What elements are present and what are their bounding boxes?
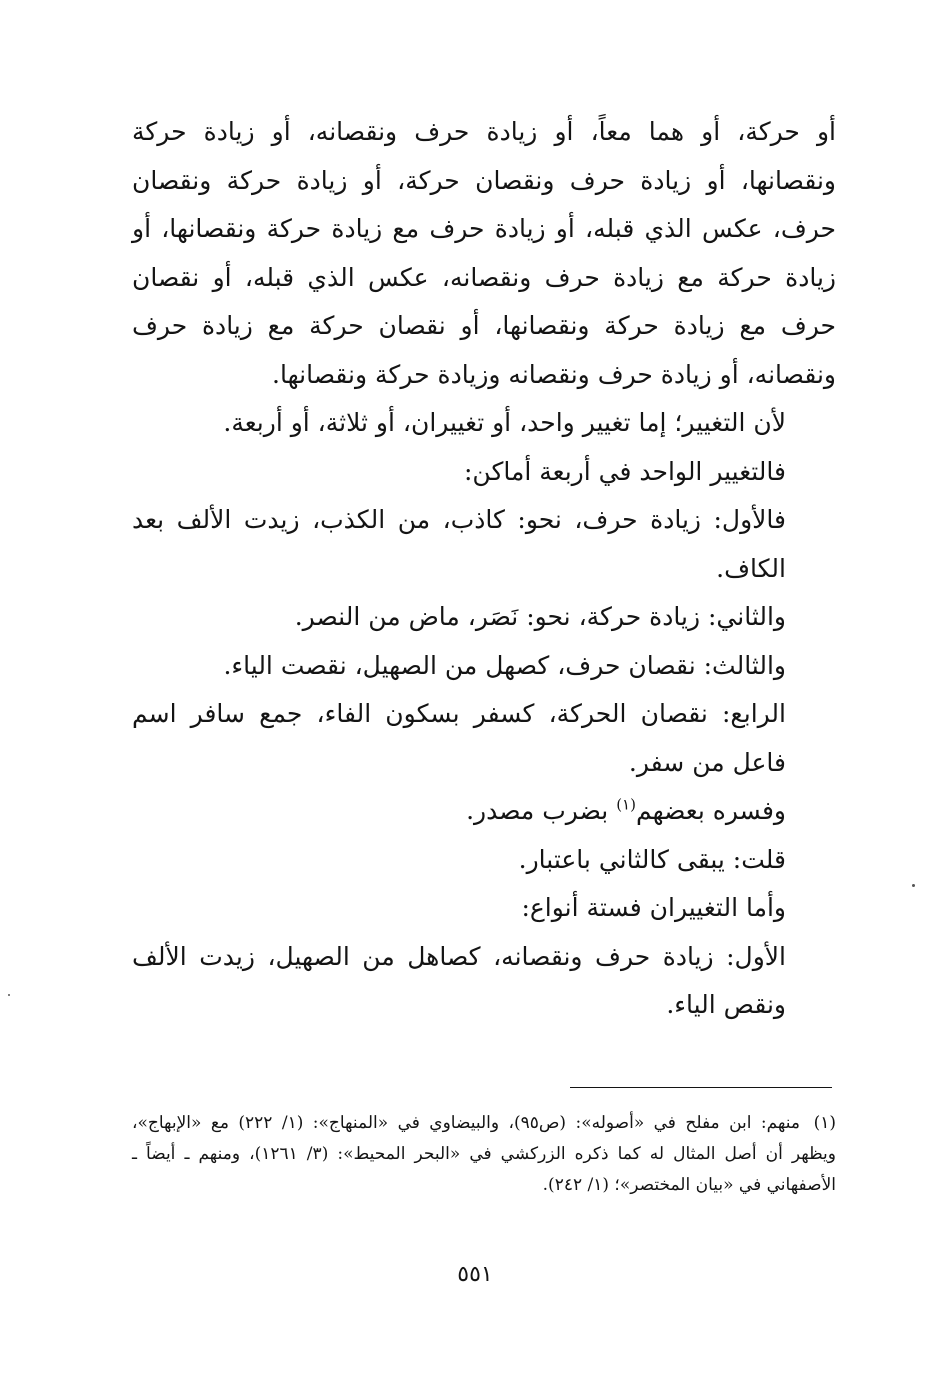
paragraph-4: فالأول: زيادة حرف، نحو: كاذب، من الكذب، زيدت الألف بعد الكاف.: [132, 505, 786, 583]
scan-speck: [912, 884, 915, 887]
paragraph-8-end: بضرب مصدر.: [466, 796, 617, 825]
paragraph-8: [132, 787, 836, 836]
paragraph-2: لأن التغيير؛ إما تغيير واحد، أو تغييران، أو ثلاثة، أو أربعة.: [223, 408, 786, 437]
footnote-number: (١): [813, 1113, 836, 1133]
footnote-reference[interactable]: (١): [616, 795, 636, 814]
paragraph-3: فالتغيير الواحد في أربعة أماكن:: [464, 456, 786, 486]
footnote-1: [132, 1108, 836, 1201]
footnotes: [132, 1108, 836, 1201]
paragraph-10: وأما التغييران فستة أنواع:: [521, 893, 786, 922]
main-text: [132, 108, 836, 1030]
paragraph-11: الأول: زيادة حرف ونقصانه، كصاهل من الصهيل، زيدت الألف ونقص الياء.: [132, 941, 786, 1019]
page-number: ٥٥١: [457, 1262, 493, 1287]
paragraph-1: أو حركة، أو هما معاً، أو زيادة حرف ونقصانه، أو زيادة حركة ونقصانها، أو زيادة حرف ونقصان حركة، أو زيادة حركة ونقصان حرف، عكس الذي قبله، أو زيادة حرف مع زيادة حركة ونقصانها، أو زيادة حركة مع زيادة حرف ونقصانه، عكس الذي قبله، أو نقصان حرف مع زيادة حركة ونقصانها، أو نقصان حركة مع زيادة حرف ونقصانه، أو زيادة حرف ونقصانه وزيادة حركة ونقصانها.: [132, 117, 836, 389]
paragraph-5: والثاني: زيادة حركة، نحو: نَصَر، ماض من النصر.: [294, 602, 786, 631]
footnote-text: منهم: ابن مفلح في «أصوله»: (ص٩٥)، والبيضاوي في «المنهاج»: (١/ ٢٢٢) مع «الإبهاج»، ويظهر أن أصل المثال له كما ذكره الزركشي في «البحر المحيط»: (٣/ ١٢٦١)، ومنهم ـ أيضاً ـ الأصفهاني في «بيان المختصر»؛ (١/ ٢٤٢).: [132, 1113, 836, 1195]
paragraph-6: والثالث: نقصان حرف، كصهل من الصهيل، نقصت الياء.: [223, 650, 786, 680]
footnote-divider: [570, 1087, 832, 1088]
paragraph-8-start: وفسره بعضهم: [635, 796, 786, 825]
paragraph-9: قلت: يبقى كالثاني باعتبار.: [518, 844, 786, 874]
paragraph-7: الرابع: نقصان الحركة، كسفر بسكون الفاء، جمع سافر اسم فاعل من سفر.: [132, 699, 786, 777]
scan-speck: [8, 994, 10, 996]
